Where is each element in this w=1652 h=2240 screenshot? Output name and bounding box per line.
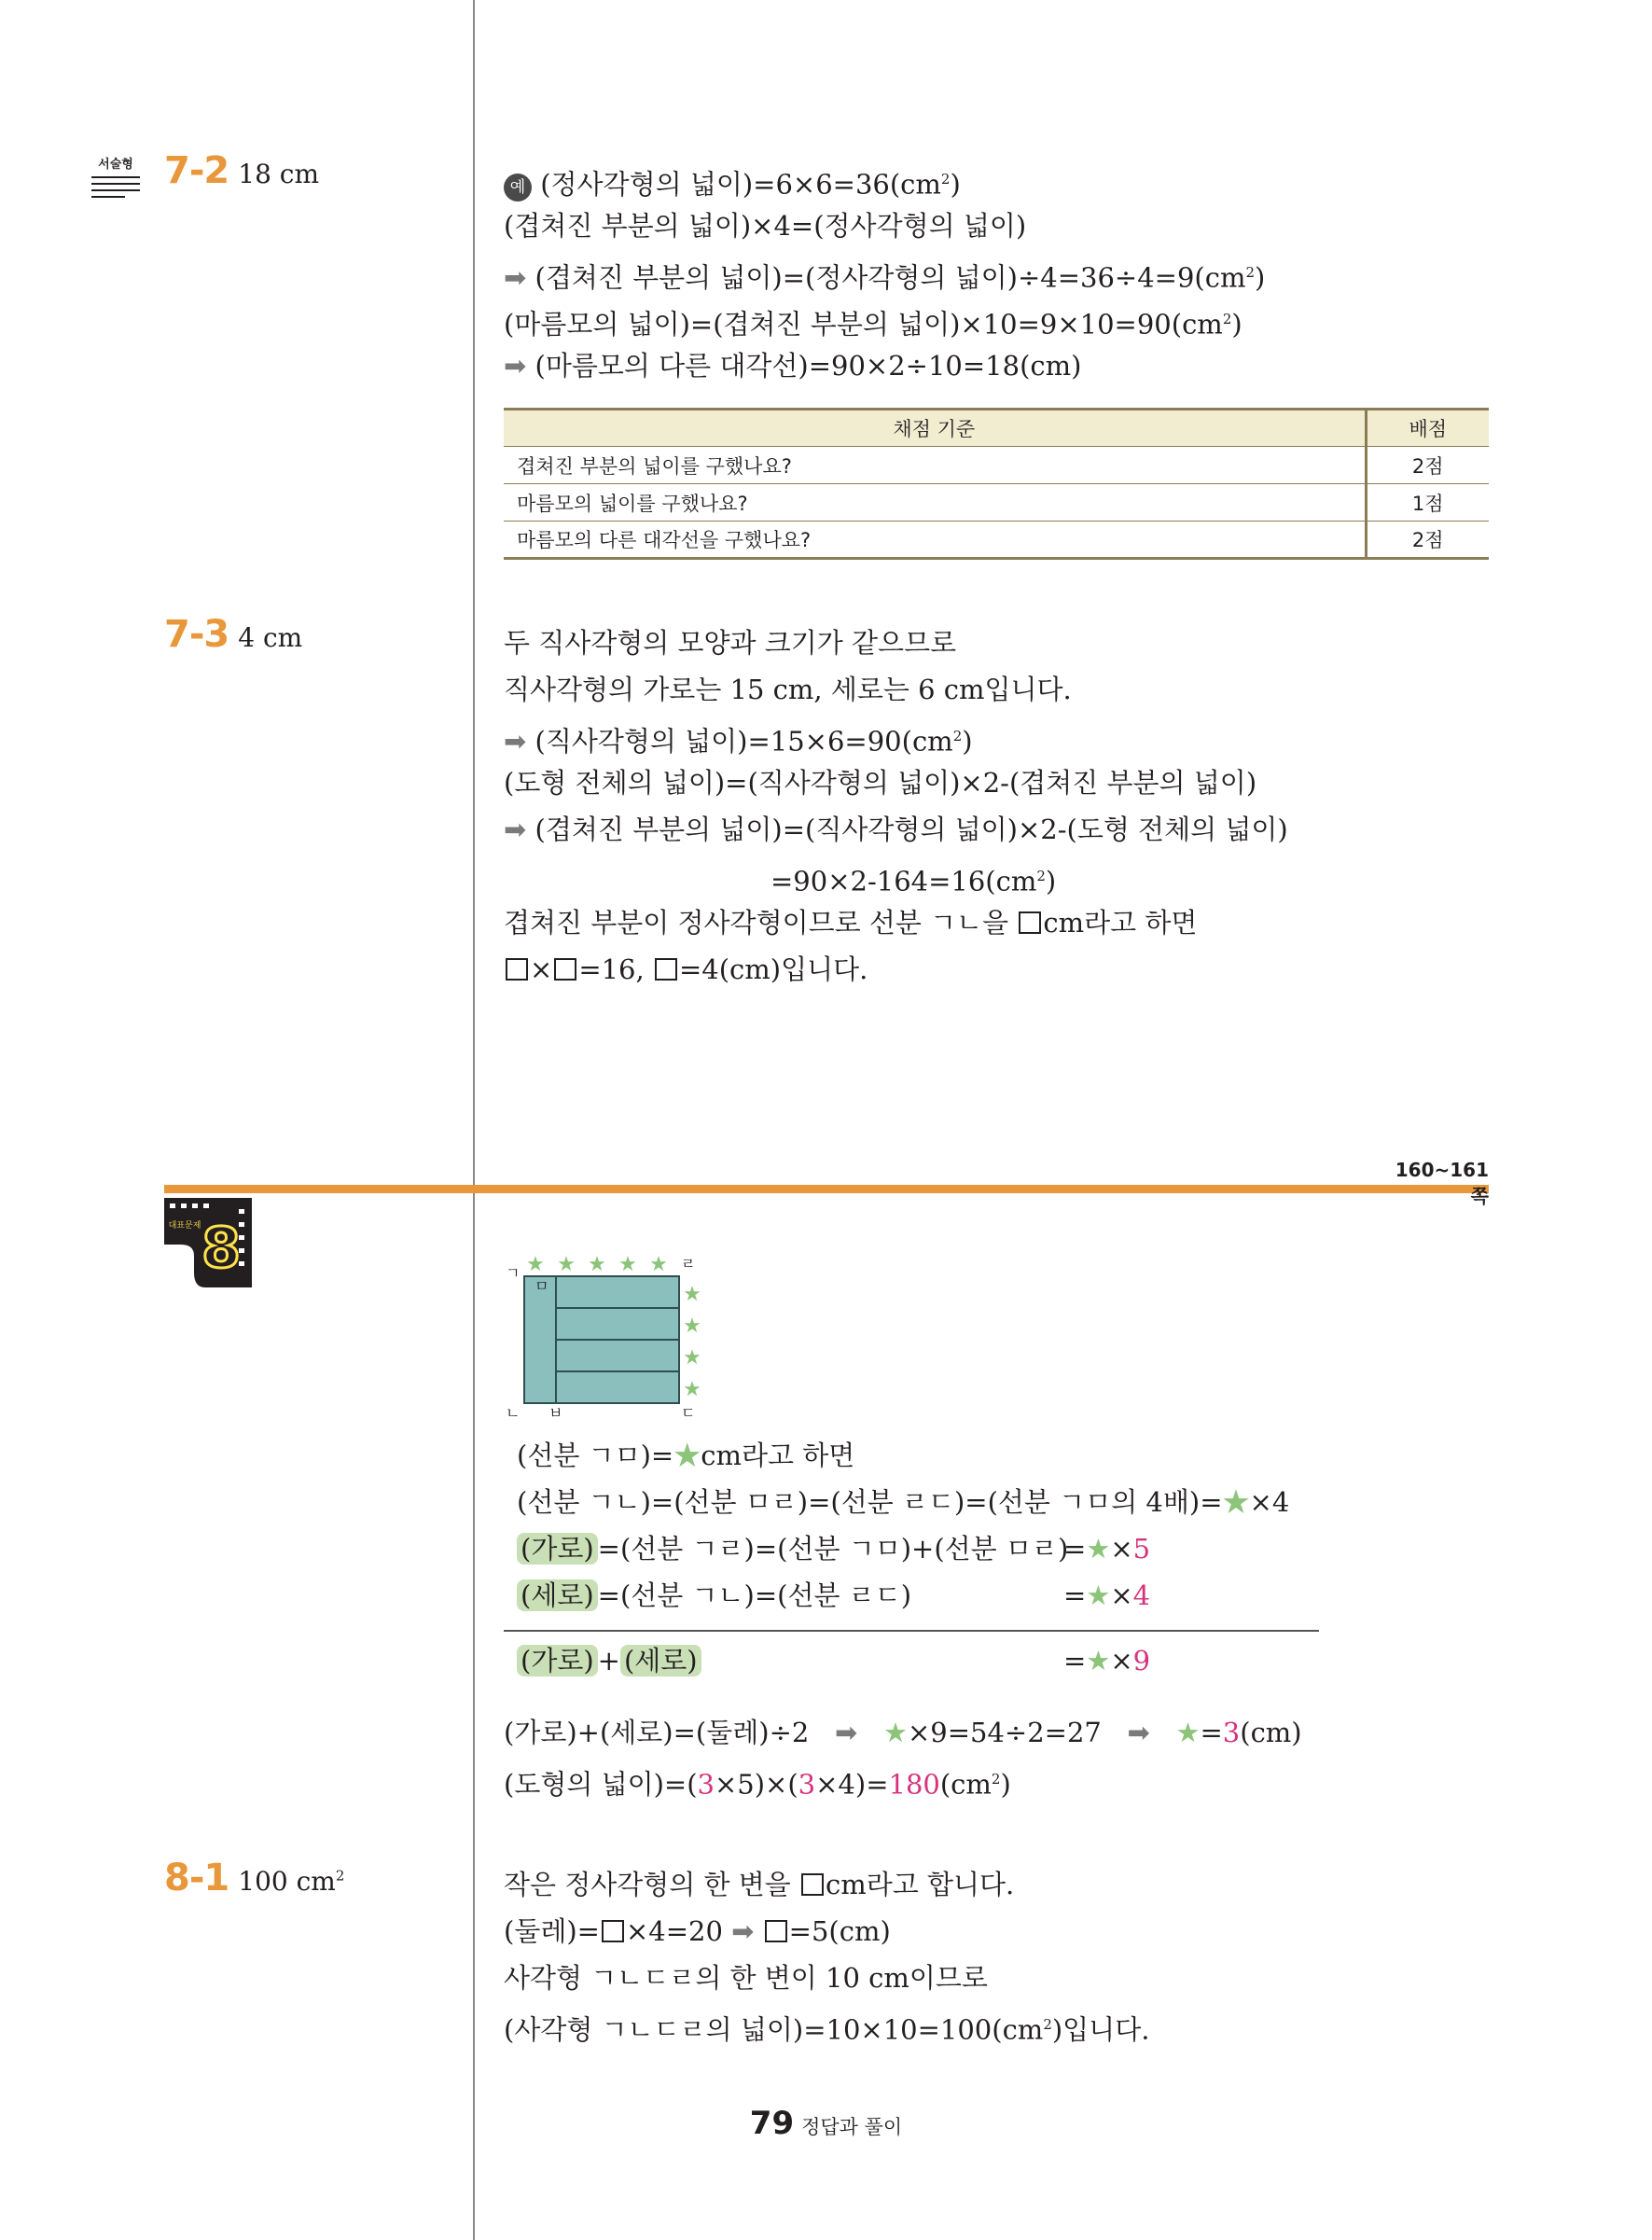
problem-label-7-2 xyxy=(164,149,319,192)
film-badge-number: 8 xyxy=(201,1216,241,1281)
rectangle-diagram xyxy=(500,1248,705,1420)
solution-line: ➡ (겹쳐진 부분의 넓이)=(정사각형의 넓이)$\div 4=36\div 4=9(cm^2)$ xyxy=(504,261,1266,294)
arrow-icon: ➡ xyxy=(731,1915,755,1947)
arrow-icon: ➡ xyxy=(504,261,527,294)
table-header: 채점 기준 xyxy=(504,410,1366,447)
solution-line: (마름모의 넓이)=(겹쳐진 부분의 넓이)$\times 10=9\times 10=90(cm^2)$ xyxy=(504,308,1242,341)
solution-line: 예 (정사각형의 넓이)$=6\times 6=36(cm^2)$ xyxy=(504,156,1265,202)
solution-line: (세로) =(선분 ㄱㄴ)=(선분 ㄹㄷ) =★×4 xyxy=(504,1572,1319,1619)
table-cell: 마름모의 다른 대각선을 구했나요? xyxy=(504,522,1366,559)
badge-line-icon xyxy=(91,176,140,178)
vertex-label: ㅂ xyxy=(548,1404,563,1420)
star-icon: ★ xyxy=(673,1440,701,1471)
solution-line: ➡ (겹쳐진 부분의 넓이)=(직사각형의 넓이)×2-(도형 전체의 넓이) xyxy=(504,814,1288,845)
example-mark-icon: 예 xyxy=(504,174,532,202)
solution-line: 사각형 ㄱㄴㄷㄹ의 한 변이 10 cm이므로 xyxy=(504,1962,988,1994)
star-icon: ★ xyxy=(683,1283,701,1306)
solution-7-2 xyxy=(504,156,1265,389)
solution-line: (겹쳐진 부분의 넓이)×4=(정사각형의 넓이) xyxy=(504,210,1027,242)
star-icon: ★ xyxy=(1222,1486,1250,1518)
star-icon: ★ xyxy=(683,1378,701,1401)
solution-line: (둘레)= ×4=20 ➡ =5(cm) xyxy=(504,1915,891,1947)
star-icon: ★ xyxy=(1086,1579,1111,1611)
solution-line: $=90\times 2-164=16(cm^2)$ xyxy=(770,865,1057,897)
problem-number: 7-2 xyxy=(164,149,229,192)
badge-line-icon xyxy=(91,189,140,191)
solution-line: × =16, =4(cm)입니다. xyxy=(504,946,1288,993)
problem-answer: 100 $cm^2$ xyxy=(238,1866,345,1897)
solution-7-3 xyxy=(504,619,1288,993)
descriptive-badge xyxy=(91,154,140,208)
solution-line: (사각형 ㄱㄴㄷㄹ의 넓이)$=10\times 10=100(cm^2)$입니다. xyxy=(504,2013,1150,2046)
blank-box-icon xyxy=(602,1920,624,1942)
vertex-label: ㄱ xyxy=(506,1264,521,1282)
page-reference: 160~161쪽 xyxy=(1395,1159,1489,1207)
table-cell: 겹쳐진 부분의 넓이를 구했나요? xyxy=(504,447,1366,484)
solution-line: ➡ (직사각형의 넓이)$=15\times 6=90(cm^2)$ xyxy=(504,725,973,758)
page-footer xyxy=(0,2105,1652,2142)
solution-line: ➡ (마름모의 다른 대각선)=90×2÷10=18(cm) xyxy=(504,350,1082,382)
blank-box-icon xyxy=(1019,911,1041,934)
section-divider-bar xyxy=(164,1185,1489,1193)
star-icon: ★ xyxy=(526,1253,545,1276)
highlight-width: (가로) xyxy=(517,1645,598,1677)
solution-line: 직사각형의 가로는 15 cm, 세로는 6 cm입니다. xyxy=(504,674,1072,705)
arrow-icon: ➡ xyxy=(504,814,527,845)
vertex-label: ㄴ xyxy=(506,1404,521,1420)
sum-rule xyxy=(504,1630,1319,1632)
table-cell: 2점 xyxy=(1366,522,1489,559)
solution-line: (가로)+(세로)=(둘레)÷2 ➡ ★×9=54÷2=27 ➡ ★=3(cm) xyxy=(504,1717,1302,1748)
blank-box-icon xyxy=(765,1920,787,1942)
highlight-width: (가로) xyxy=(517,1533,598,1565)
arrow-icon: ➡ xyxy=(1127,1717,1150,1748)
solution-8-1 xyxy=(504,1861,1149,2048)
scoring-table xyxy=(504,408,1489,560)
film-badge-icon xyxy=(164,1198,252,1287)
blank-box-icon xyxy=(801,1873,824,1896)
problem-answer: 18 cm xyxy=(238,159,320,189)
vertex-label: ㄷ xyxy=(681,1404,696,1420)
star-icon: ★ xyxy=(1086,1645,1111,1677)
highlight-height: (세로) xyxy=(620,1645,701,1677)
solution-line: (도형의 넓이)$=(3\times 5)\times(3\times 4)=180(cm^2)$ xyxy=(504,1768,1011,1801)
table-row xyxy=(504,522,1489,559)
badge-line-icon xyxy=(91,183,140,185)
star-icon: ★ xyxy=(557,1253,576,1276)
blank-box-icon xyxy=(506,958,528,981)
solution-line: 두 직사각형의 모양과 크기가 같으므로 xyxy=(504,627,957,659)
solution-line: (가로) + (세로) =★×9 xyxy=(504,1637,1319,1684)
star-icon: ★ xyxy=(683,1346,701,1370)
solution-line: 작은 정사각형의 한 변을 cm라고 합니다. xyxy=(504,1869,1015,1900)
star-icon: ★ xyxy=(882,1717,908,1748)
problem-number: 7-3 xyxy=(164,613,229,656)
badge-label: 서술형 xyxy=(98,158,133,172)
table-row xyxy=(504,484,1489,522)
footer-text: 정답과 풀이 xyxy=(801,2116,903,2138)
table-cell: 마름모의 넓이를 구했나요? xyxy=(504,484,1366,522)
star-icon: ★ xyxy=(588,1253,606,1276)
page-number: 79 xyxy=(749,2105,795,2142)
star-icon: ★ xyxy=(1175,1717,1201,1748)
solution-line: (선분 ㄱㄴ)=(선분 ㅁㄹ)=(선분 ㄹㄷ)=(선분 ㄱㅁ의 4배)=★×4 xyxy=(517,1486,1290,1518)
badge-line-icon xyxy=(91,196,125,198)
film-badge-label: 대표문제 xyxy=(168,1221,201,1231)
table-header-row xyxy=(504,410,1489,447)
table-cell: 1점 xyxy=(1366,484,1489,522)
star-icon: ★ xyxy=(618,1253,637,1276)
table-row xyxy=(504,447,1489,484)
problem-number: 8-1 xyxy=(164,1857,229,1899)
table-header: 배점 xyxy=(1366,410,1489,447)
blank-box-icon xyxy=(655,958,677,981)
star-icon: ★ xyxy=(649,1253,668,1276)
problem-label-8-1 xyxy=(164,1857,344,1899)
star-icon: ★ xyxy=(1086,1533,1111,1565)
solution-line: 겹쳐진 부분이 정사각형이므로 선분 ㄱㄴ을 cm라고 하면 xyxy=(504,907,1198,939)
problem-answer: 4 cm xyxy=(238,622,303,653)
solution-8-conclusion xyxy=(504,1709,1302,1802)
problem-label-7-3 xyxy=(164,613,302,656)
arrow-icon: ➡ xyxy=(504,725,527,758)
arrow-icon: ➡ xyxy=(504,350,527,382)
star-icon: ★ xyxy=(683,1315,701,1338)
table-cell: 2점 xyxy=(1366,447,1489,484)
highlight-height: (세로) xyxy=(517,1579,598,1611)
solution-line: (도형 전체의 넓이)=(직사각형의 넓이)×2-(겹쳐진 부분의 넓이) xyxy=(504,767,1257,799)
vertex-label: ㄹ xyxy=(681,1255,696,1273)
blank-box-icon xyxy=(554,958,576,981)
solution-8 xyxy=(504,1432,1319,1684)
arrow-icon: ➡ xyxy=(834,1717,858,1748)
solution-line: (가로) =(선분 ㄱㄹ)=(선분 ㄱㅁ)+(선분 ㅁㄹ) =★×5 xyxy=(504,1525,1319,1572)
column-divider xyxy=(473,0,475,2240)
solution-line: (선분 ㄱㅁ)=★cm라고 하면 xyxy=(517,1440,855,1471)
vertex-label: ㅁ xyxy=(534,1277,549,1295)
